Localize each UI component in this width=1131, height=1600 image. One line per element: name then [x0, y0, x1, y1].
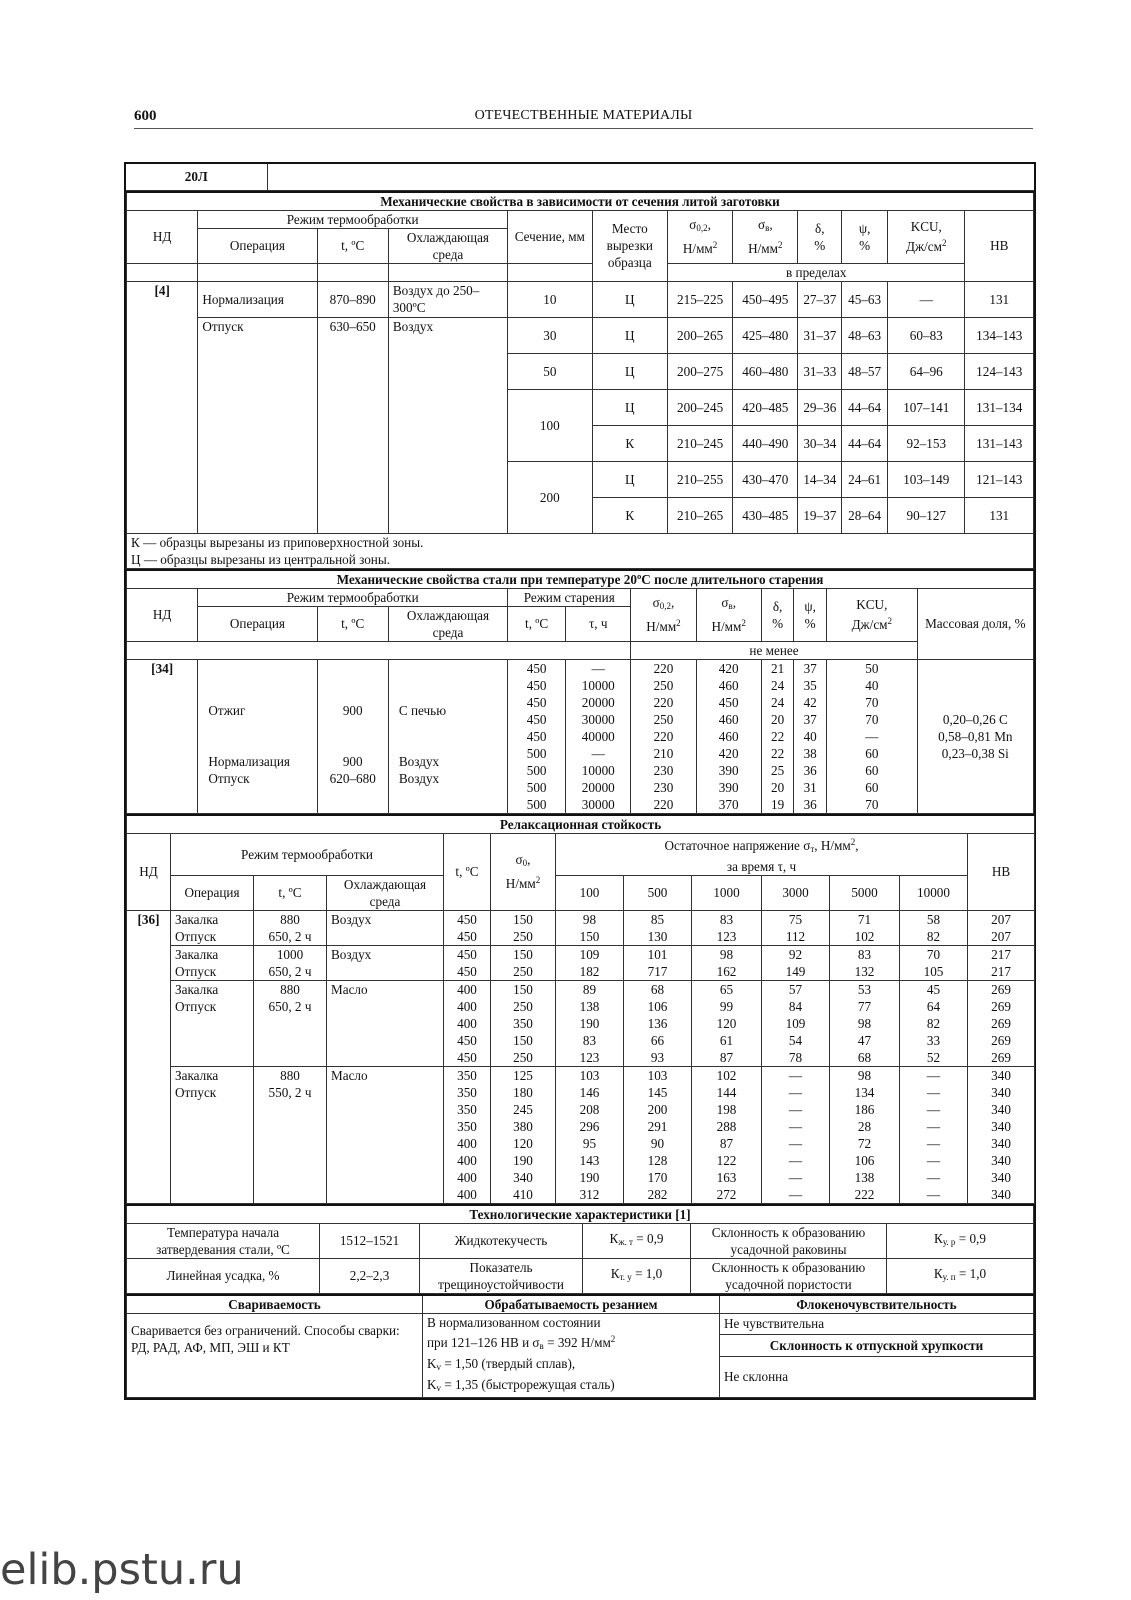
cell: 52 [900, 1049, 968, 1067]
k-fluidity: Кж. т = 0,9 [583, 1223, 691, 1258]
cell: 450 [444, 945, 491, 963]
flake-title: Флокеночувствительность [720, 1295, 1034, 1314]
cell: 450 [444, 910, 491, 928]
cell: — [900, 1118, 968, 1135]
cell: — [900, 1084, 968, 1101]
cool-cell: Воздух [327, 945, 444, 980]
cell: 65 [692, 980, 762, 998]
cell: 340 [968, 1066, 1035, 1084]
cell: 123 [556, 1049, 624, 1067]
cell: 102 [692, 1066, 762, 1084]
section-title: Механические свойства стали при температуре 20ºC после длительного старения [127, 570, 1034, 589]
t-cell: 880 650, 2 ч [254, 980, 327, 1066]
cell: 72 [830, 1135, 900, 1152]
cell: 83 [556, 1032, 624, 1049]
table-row [127, 980, 1035, 998]
running-title: ОТЕЧЕСТВЕННЫЕ МАТЕРИАЛЫ [474, 108, 693, 123]
cell: 269 [968, 998, 1035, 1015]
cell: 28 [830, 1118, 900, 1135]
col-cool: Охлаждающая среда [388, 228, 507, 263]
weld-title: Свариваемость [127, 1295, 423, 1314]
temper-title: Склонность к отпускной хрупкости [720, 1335, 1034, 1357]
cell: 103 [624, 1066, 692, 1084]
cell: 68 [624, 980, 692, 998]
cell: — [762, 1066, 830, 1084]
cell: 350 [491, 1015, 556, 1032]
cell: 47 [830, 1032, 900, 1049]
cell: 75 [762, 910, 830, 928]
page-number: 600 [134, 108, 157, 124]
k-shrink-porosity: Ку. п = 1,0 [887, 1258, 1034, 1293]
cell: 162 [692, 963, 762, 981]
cell: 136 [624, 1015, 692, 1032]
cell: 245 [491, 1101, 556, 1118]
cell: 269 [968, 1032, 1035, 1049]
cell: 68 [830, 1049, 900, 1067]
cool-cell: Масло [327, 980, 444, 1066]
cell: 269 [968, 1015, 1035, 1032]
cell: 99 [692, 998, 762, 1015]
cell: 89 [556, 980, 624, 998]
cell: 207 [968, 910, 1035, 928]
cell: 150 [491, 910, 556, 928]
cell: — [762, 1169, 830, 1186]
cell: 98 [556, 910, 624, 928]
cell: 350 [444, 1066, 491, 1084]
op-cell: Нормализация [198, 281, 317, 317]
cool-cell: Масло [327, 1066, 444, 1203]
k-shrink-cavity: Ку. р = 0,9 [887, 1223, 1034, 1258]
cell: 350 [444, 1101, 491, 1118]
cell: 250 [491, 1049, 556, 1067]
nd-ref: [34] [127, 659, 198, 813]
cell: 190 [491, 1152, 556, 1169]
col-mass: Массовая доля, % [917, 588, 1033, 659]
cell: 180 [491, 1084, 556, 1101]
cell: 182 [556, 963, 624, 981]
weld-text: Сваривается без ограничений. Способы сварки: РД, РАД, АФ, МП, ЭШ и КТ [127, 1313, 423, 1397]
cell: 149 [762, 963, 830, 981]
cell: 150 [556, 928, 624, 946]
not-less: не менее [631, 641, 917, 659]
col-regime: Режим термообработки [198, 210, 508, 228]
cell: 83 [830, 945, 900, 963]
col-op: Операция [198, 228, 317, 263]
cell: — [900, 1101, 968, 1118]
cell: 103 [556, 1066, 624, 1084]
cell: — [762, 1135, 830, 1152]
cell: 296 [556, 1118, 624, 1135]
cell: 163 [692, 1169, 762, 1186]
cell: 120 [692, 1015, 762, 1032]
relaxation-body [127, 910, 1035, 1203]
cell: 71 [830, 910, 900, 928]
cell: 190 [556, 1169, 624, 1186]
cell: 45 [900, 980, 968, 998]
cell: — [762, 1186, 830, 1204]
col-kcu: KCU, $Дж/см^2$ [888, 210, 965, 263]
col-t: t, ºC [317, 228, 388, 263]
cell: 340 [968, 1118, 1035, 1135]
cell: 400 [444, 1135, 491, 1152]
cell: 134 [830, 1084, 900, 1101]
cell: 269 [968, 980, 1035, 998]
cell: 400 [444, 1152, 491, 1169]
cell: 250 [491, 963, 556, 981]
machinability-title: Обрабатываемость резанием [423, 1295, 720, 1314]
watermark: elib.pstu.ru [0, 1545, 244, 1595]
cell: 120 [491, 1135, 556, 1152]
col-nd: НД [127, 210, 198, 263]
page-header [134, 108, 1033, 129]
col-section: Сечение, мм [508, 210, 593, 263]
cell: 105 [900, 963, 968, 981]
cell: 106 [830, 1152, 900, 1169]
cell: 312 [556, 1186, 624, 1204]
cell: 98 [830, 1015, 900, 1032]
t-cell: 870–890 [317, 281, 388, 317]
cell: 101 [624, 945, 692, 963]
cell: 92 [762, 945, 830, 963]
cell: — [900, 1135, 968, 1152]
cell: 84 [762, 998, 830, 1015]
cell: — [762, 1152, 830, 1169]
col-residual: Остаточное напряжение σт, $Н/мм^2$, за время τ, ч [556, 833, 968, 875]
op-cell: Закалка Отпуск [171, 1066, 254, 1203]
section-technological: Технологические характеристики [1] Температура начала затвердевания стали, ºC 1512–1521 Жидкотекучесть Кж. т = 0,9 Склонность к образованию усадочной раковины Ку. р = 0,9 Линейная усадка, % 2,2–2,3 Показатель трещиноустойчивости Кт. у = 1,0 Склонность к образованию усадочной пористости Ку. п = 1,0 [126, 1204, 1034, 1294]
t-cell: 1000 650, 2 ч [254, 945, 327, 980]
cell: 58 [900, 910, 968, 928]
cell: 98 [692, 945, 762, 963]
cell: — [900, 1152, 968, 1169]
cool-cell: Воздух [388, 317, 507, 533]
cell: 222 [830, 1186, 900, 1204]
cell: 33 [900, 1032, 968, 1049]
cell: 350 [444, 1084, 491, 1101]
op-cell: Закалка Отпуск [171, 910, 254, 945]
cell: 450 [444, 1032, 491, 1049]
cell: 145 [624, 1084, 692, 1101]
cell: 150 [491, 945, 556, 963]
note-c: Ц — образцы вырезаны из центральной зоны. [131, 551, 391, 567]
cell: 138 [556, 998, 624, 1015]
temper-text: Не склонна [720, 1356, 1034, 1397]
cell: 95 [556, 1135, 624, 1152]
col-sv: σв, $Н/мм^2$ [733, 210, 798, 263]
table-row [127, 1066, 1035, 1084]
t-cell: 880 650, 2 ч [254, 910, 327, 945]
nd-ref: [36] [127, 910, 171, 1203]
cell: 340 [968, 1135, 1035, 1152]
cell: 400 [444, 1169, 491, 1186]
section-aging: Механические свойства стали при температуре 20ºC после длительного старения НД Режим термообработки Режим старения σ0,2, $Н/мм^2$ σв, $Н/мм^2$ δ, % ψ, % KCU, $Дж/см^2$ Массовая доля, % Операция t, ºC Охлаждающая среда t, ºC τ, ч не менее [34] Отжиг Нормализация Отпуск 900 900 620–680 С печью Воздух Воздух 450 450 450 450 450 500 500 500 500 — 10000 20000 30000 40000 — 10000 20000 30000 220 250 220 250 220 210 230 230 220 420 460 450 460 460 420 390 390 370 21 24 24 20 22 22 25 20 19 37 35 42 37 40 38 36 31 36 50 40 70 70 — 60 60 60 70 0,20–0,26 C 0,58–0,81 Mn 0,23–0,38 Si [126, 569, 1034, 814]
cell: 98 [830, 1066, 900, 1084]
cell: 282 [624, 1186, 692, 1204]
cell: 146 [556, 1084, 624, 1101]
cell: 132 [830, 963, 900, 981]
cell: 340 [491, 1169, 556, 1186]
cell: 190 [556, 1015, 624, 1032]
cell: 83 [692, 910, 762, 928]
cell: 186 [830, 1101, 900, 1118]
cell: 82 [900, 928, 968, 946]
section-title: Механические свойства в зависимости от сечения литой заготовки [127, 192, 1034, 211]
cell: 150 [491, 980, 556, 998]
col-s02: σ0,2, $Н/мм^2$ [667, 210, 732, 263]
cell: 130 [624, 928, 692, 946]
cell: 109 [556, 945, 624, 963]
cool-cell: Воздух до 250–300ºC [388, 281, 507, 317]
cell: 77 [830, 998, 900, 1015]
cell: 90 [624, 1135, 692, 1152]
cell: 217 [968, 945, 1035, 963]
cell: 170 [624, 1169, 692, 1186]
flake-text: Не чувствительна [720, 1313, 1034, 1335]
cell: 198 [692, 1101, 762, 1118]
cell: 78 [762, 1049, 830, 1067]
cell: 400 [444, 1186, 491, 1204]
op-cell: Закалка Отпуск [171, 945, 254, 980]
cell: 112 [762, 928, 830, 946]
cell: 410 [491, 1186, 556, 1204]
cell: 122 [692, 1152, 762, 1169]
footnotes [127, 533, 1034, 568]
cell: 138 [830, 1169, 900, 1186]
cell: 217 [968, 963, 1035, 981]
op-cell: Закалка Отпуск [171, 980, 254, 1066]
cell: 109 [762, 1015, 830, 1032]
grade-row [126, 164, 1034, 191]
section-cast-properties: Механические свойства в зависимости от сечения литой заготовки НД Режим термообработки Сечение, мм Место вырезки образца σ0,2, $Н/мм^2$ σв, $Н/мм^2$ δ, % ψ, % KCU, $Дж/см^2$ HB Операция t, ºC Охлаждающая среда в пределах [4] Нормализация 870–890 Воздух до 250–300ºC 10 Ц 215–225 450–495 27–37 45–63 — 131 Отпуск 630–650 Воздух 30 Ц 200–265 425–480 31–37 48–63 60–83 134–143 50 Ц 200–275 460–480 31–33 48–57 64–96 124–143 100 Ц 200–245 420–485 29–36 44–64 107–141 131–134 К 210–245 440–490 30–34 44–64 92–153 131–143 200 Ц 210–255 430–470 14–34 24–61 103–149 121–143 К 210–265 430–485 19–37 28–64 90–127 131 К — образцы вырезаны из приповерхностной зоны. Ц — образцы вырезаны из центральной зоны. [126, 191, 1034, 569]
cell: 250 [491, 998, 556, 1015]
cell: 54 [762, 1032, 830, 1049]
cell: 82 [900, 1015, 968, 1032]
cell: 106 [624, 998, 692, 1015]
cell: 250 [491, 928, 556, 946]
t-cell: 880 550, 2 ч [254, 1066, 327, 1203]
col-s0: σ0, $Н/мм^2$ [491, 833, 556, 910]
cell: 208 [556, 1101, 624, 1118]
cell: 340 [968, 1169, 1035, 1186]
mass-fraction: 0,20–0,26 C 0,58–0,81 Mn 0,23–0,38 Si [917, 659, 1033, 813]
cell: 340 [968, 1186, 1035, 1204]
section-title: Технологические характеристики [1] [127, 1205, 1034, 1224]
cell: — [900, 1169, 968, 1186]
col-place: Место вырезки образца [592, 210, 667, 281]
cell: — [762, 1084, 830, 1101]
cell: 272 [692, 1186, 762, 1204]
cell: 123 [692, 928, 762, 946]
cell: 340 [968, 1152, 1035, 1169]
cell: 70 [900, 945, 968, 963]
k-crack: Кт. у = 1,0 [583, 1258, 691, 1293]
cell: 380 [491, 1118, 556, 1135]
cell: 87 [692, 1049, 762, 1067]
cell: 93 [624, 1049, 692, 1067]
cell: 400 [444, 998, 491, 1015]
cell: 450 [444, 928, 491, 946]
steel-card [124, 162, 1036, 1400]
t-cell: 630–650 [317, 317, 388, 533]
nd-ref: [4] [127, 281, 198, 533]
cell: 350 [444, 1118, 491, 1135]
table-row [127, 910, 1035, 928]
cell: 717 [624, 963, 692, 981]
cell: 57 [762, 980, 830, 998]
cell: 85 [624, 910, 692, 928]
cell: 143 [556, 1152, 624, 1169]
col-psi: ψ, % [842, 210, 888, 263]
cell: 291 [624, 1118, 692, 1135]
cell: 400 [444, 980, 491, 998]
col-aging: Режим старения [508, 588, 631, 606]
cell: — [762, 1101, 830, 1118]
cell: 340 [968, 1084, 1035, 1101]
cell: 207 [968, 928, 1035, 946]
cell: 64 [900, 998, 968, 1015]
section-relaxation: Релаксационная стойкость НД Режим термообработки t, ºC σ0, $Н/мм^2$ Остаточное напряжение σт, $Н/мм^2$, за время τ, ч HB Операция t, ºC Охлаждающая среда 100 500 1000 3000 5000 10000 [36] Закалка Отпуск 880 650, 2 ч Воздух 450 150 98 85 83 75 71 58 207 450 250 150 130 123 112 102 82 207 Закалка Отпуск 1000 650, 2 ч Воздух 450 150 109 101 98 92 83 70 217 450 250 182 717 162 149 132 105 217 Закалка Отпуск 880 650, 2 ч Масло 400 150 89 68 65 57 53 45 269 400 250 138 106 99 84 77 64 269 400 350 190 136 120 109 98 82 269 450 150 83 66 61 54 47 33 269 450 250 123 93 87 78 68 52 269 Закалка Отпуск 880 550, 2 ч Масло 350 125 103 103 102 — 98 — 340 350 180 146 145 144 — 134 — 340 350 245 208 200 198 — 186 — 340 350 380 296 291 288 — 28 — 340 400 120 95 90 87 — 72 — 340 400 190 143 128 122 — 106 — 340 400 340 190 170 163 — 138 — 340 400 410 312 282 272 — 222 — 340 [126, 814, 1035, 1204]
cell: 53 [830, 980, 900, 998]
cell: 125 [491, 1066, 556, 1084]
cell: 450 [444, 963, 491, 981]
cell: 128 [624, 1152, 692, 1169]
cell: — [762, 1118, 830, 1135]
section-weldability [126, 1294, 1034, 1398]
cell: 61 [692, 1032, 762, 1049]
cell: 150 [491, 1032, 556, 1049]
op-cell: Отпуск [198, 317, 317, 533]
col-ta-values: 450 450 450 450 450 500 500 500 500 [508, 659, 566, 813]
note-k: К — образцы вырезаны из приповерхностной зоны. [131, 534, 424, 550]
cell: — [900, 1066, 968, 1084]
section-title: Релаксационная стойкость [127, 815, 1035, 834]
within-limits: в пределах [667, 263, 965, 281]
cell: 340 [968, 1101, 1035, 1118]
col-hb: HB [965, 210, 1034, 281]
machinability-text: В нормализованном состоянии при 121–126 НВ и σв = 392 $Н/мм^2$ Kv = 1,50 (твердый сплав), Kv = 1,35 (быстрорежущая сталь) [423, 1313, 720, 1397]
col-d: δ, % [798, 210, 842, 263]
cell: 400 [444, 1015, 491, 1032]
cell: 144 [692, 1084, 762, 1101]
cell: 102 [830, 928, 900, 946]
cell: 87 [692, 1135, 762, 1152]
cell: 66 [624, 1032, 692, 1049]
cell: 200 [624, 1101, 692, 1118]
grade-name: 20Л [126, 164, 267, 190]
cell: 269 [968, 1049, 1035, 1067]
cool-cell: Воздух [327, 910, 444, 945]
cell: — [900, 1186, 968, 1204]
table-row [127, 945, 1035, 963]
cell: 288 [692, 1118, 762, 1135]
col-tau-values: — 10000 20000 30000 40000 — 10000 20000 30000 [566, 659, 631, 813]
cell: 450 [444, 1049, 491, 1067]
